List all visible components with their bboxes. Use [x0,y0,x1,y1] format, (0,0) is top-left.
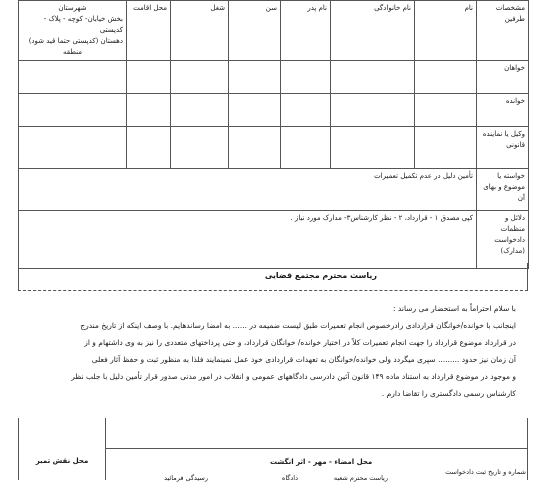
cell[interactable] [331,94,415,127]
evidence-row [19,211,529,269]
claim-row [19,169,529,211]
cell[interactable] [331,61,415,94]
address-line-2: بخش خیابان- کوچه - پلاک - کدپستی [43,15,123,34]
heading-band [18,263,528,291]
evidence-label: دلائل و منظمات دادخواست (مدارک) [477,211,529,269]
cell[interactable] [171,61,229,94]
petitioner-row [19,61,529,94]
addressee-heading: ریاست محترم مجتمع قضایی [264,271,377,280]
cell[interactable] [229,127,281,169]
stamp-label: محل نقش تمبر [35,457,89,465]
header-father-name: نام پدر [281,1,331,61]
cell[interactable] [171,94,229,127]
cell[interactable] [331,127,415,169]
cell[interactable] [415,61,477,94]
signature-label: محل امضاء - مهر - اثر انگشت [270,458,373,466]
header-family-name: نام خانوادگی [331,1,415,61]
lawyer-label: وکیل یا نماینده قانونی [477,127,529,169]
claim-label: خواسته یا موضوع و بهای آن [477,169,529,211]
petition-form-table [18,0,529,269]
body-line: در قرارداد موضوع قرارداد را جهت انجام تعمیرات کلاً در اختیار خوانده/ خوانگان قرارداد، و حتی پرداختهای متعددی را نیز به وی داشتهام و از [84,338,516,347]
defendant-row [19,94,529,127]
petition-body [30,300,516,402]
body-line: و موجود در موضوع قرارداد به استناد ماده ۱۴۹ قانون آئین دادرسی دادگاههای عمومی و انقلاب در امور مدنی صدور قرار تأمین دلیل با جلب نظر [71,372,516,381]
cell[interactable] [229,94,281,127]
cell[interactable] [229,61,281,94]
cell[interactable] [127,127,171,169]
header-name: نام [415,1,477,61]
stamp-box [18,418,106,480]
header-job: شغل [171,1,229,61]
header-row [19,1,529,61]
lawyer-row [19,127,529,169]
cell[interactable] [281,61,331,94]
petitioner-label: خواهان [477,61,529,94]
court-label: دادگاه [281,474,298,482]
header-parties: مشخصات طرفین [477,1,529,61]
cell[interactable] [171,127,229,169]
address-line-4: منطقه [63,48,82,56]
evidence-value[interactable]: کپی مصدق ۱ - قرارداد، ۲ - نظر کارشناس۳- مدارک مورد نیاز . [19,211,477,269]
cell[interactable] [127,94,171,127]
address-line-3: دهستان (کدپستی حتما قید شود) [28,37,123,45]
body-line: کارشناس رسمی دادگستری را تقاضا دارم . [381,389,516,398]
cell[interactable] [19,94,127,127]
cell[interactable] [19,61,127,94]
cell[interactable] [19,127,127,169]
greeting-line: با سلام احتراماً به استحضار می رساند : [393,304,516,313]
cell[interactable] [415,94,477,127]
cell[interactable] [281,94,331,127]
branch-label: ریاست محترم شعبه [333,474,388,482]
body-line: آن زمان نیز حدود ......... سپری میگردد ولی خوانده/خوانگان به تعهدات قراردادی خود عمل نمینمایند فلذا به منظور ثبت و حفظ آثار فعلی [91,355,516,364]
claim-value[interactable]: تأمین دلیل در عدم تکمیل تعمیرات [19,169,477,211]
header-age: سن [229,1,281,61]
proceed-label: رسیدگی فرمائید [164,474,208,482]
header-address [19,1,127,61]
cell[interactable] [127,61,171,94]
body-line: اینجانب با خوانده/خوانگان قراردادی رادرخصوص انجام تعمیرات طبق لیست ضمیمه در ...... به امضا رساندهایم. با وصف اینکه از تاریخ مندرج [80,321,516,330]
cell[interactable] [281,127,331,169]
address-line-1: شهرستان [58,4,87,12]
cell[interactable] [415,127,477,169]
registration-label: شماره و تاریخ ثبت دادخواست [445,468,526,476]
header-residence: محل اقامت [127,1,171,61]
defendant-label: خوانده [477,94,529,127]
